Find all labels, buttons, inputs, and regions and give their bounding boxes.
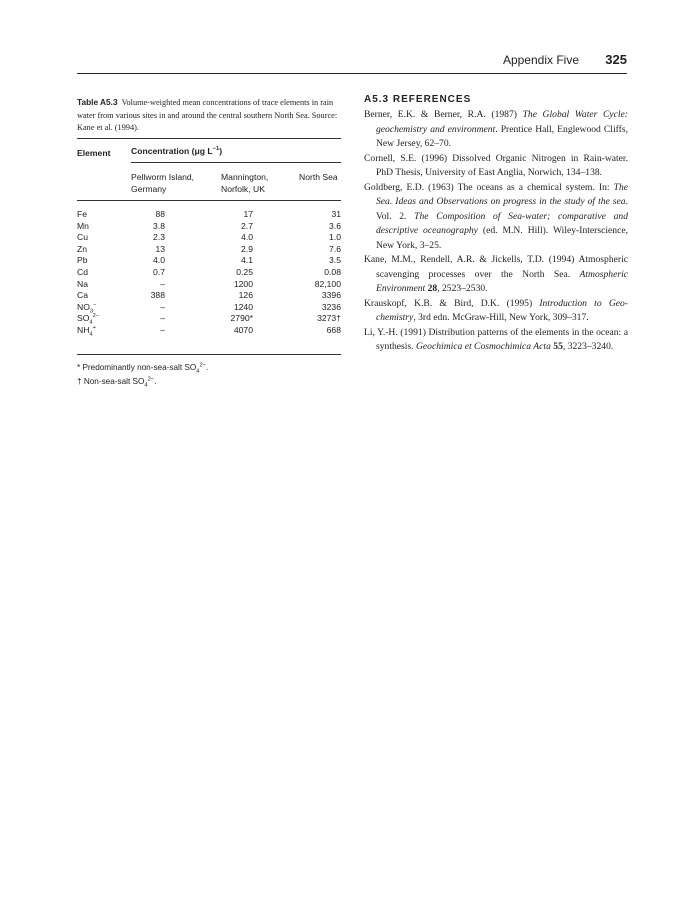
- table-bottom-rule: [77, 354, 341, 355]
- table-cell-element: [77, 209, 87, 219]
- footnote-sub: 4: [196, 368, 200, 375]
- ref-authors: Goldberg, E.D. (1963) The oceans as a chemical system. In:: [364, 181, 614, 193]
- ref-volume: 55: [553, 341, 563, 352]
- element-symbol: Cd: [77, 267, 88, 277]
- table-cell-value: 88: [155, 209, 165, 219]
- table-cell-value: 4070: [233, 325, 253, 335]
- footnote-non-sea-salt: [77, 376, 157, 389]
- col-header-concentration: [131, 146, 222, 158]
- footnote-text: † Non-sea-salt SO: [77, 377, 145, 386]
- table-cell-value: –: [160, 313, 165, 324]
- table-cell-value: 126: [238, 290, 253, 301]
- ref-authors: Cornell, S.E. (1996) Dissolved Organic Nitrogen in Rain-water. PhD Thesis, University of East Anglia, Norwich, 134–138.: [364, 152, 628, 178]
- header-rule: [77, 73, 627, 74]
- table-cell-value: 2790*: [230, 313, 253, 324]
- ref-authors: Krauskopf, K.B. & Bird, D.K. (1995): [364, 297, 540, 309]
- footnote-text: * Predominantly non-sea-salt SO: [77, 363, 197, 372]
- ref-pages: , 2523–2530.: [437, 283, 488, 294]
- table-cell-value: –: [160, 325, 165, 335]
- element-symbol: Pb: [77, 255, 88, 266]
- ref-details-2: (ed. M.N. Hill). Wiley-Interscience, New York, 3–25.: [376, 225, 628, 251]
- reference-berner: [364, 108, 628, 152]
- ref-details: . Prentice Hall, Englewood Cliffs, New Jersey, 62–70.: [376, 123, 628, 149]
- reference-goldberg: [364, 181, 628, 254]
- ref-title: The Sea. Ideas and Observations on progress in the study of the sea: [376, 181, 628, 207]
- ref-details: , 3rd edn. McGraw-Hill, New York, 309–317.: [413, 312, 589, 323]
- site-line1: Pellworm Island,: [131, 172, 195, 182]
- table-cell-value: 4.0: [241, 232, 253, 243]
- table-caption: [77, 96, 341, 135]
- table-cell-value: 3396: [321, 290, 341, 301]
- table-cell-value: 2.7: [241, 220, 253, 231]
- element-subscript: 3: [89, 308, 94, 315]
- col-header-element: Element: [77, 148, 111, 158]
- element-symbol: NH: [77, 325, 90, 335]
- element-symbol: Na: [77, 278, 88, 289]
- element-symbol: Fe: [77, 209, 88, 219]
- footnote-predominantly: [77, 362, 209, 375]
- element-symbol: NO: [77, 301, 90, 312]
- table-cell-value: 3.5: [329, 255, 341, 266]
- element-charge: 2−: [92, 313, 100, 320]
- element-charge: +: [92, 325, 97, 332]
- table-cell-value: 82,100: [314, 278, 341, 289]
- table-cell-element: [77, 279, 88, 289]
- table-cell-value: 7.6: [329, 243, 341, 254]
- table-sub-rule: [131, 162, 341, 163]
- concentration-pre: Concentration (μg L: [131, 146, 213, 156]
- table-cell-element: [77, 267, 88, 277]
- site-header-north-sea: [299, 172, 338, 184]
- element-subscript: 4: [89, 331, 93, 338]
- table-label: Table A5.3: [77, 97, 118, 107]
- table-cell-value: 3273†: [317, 313, 341, 324]
- table-cell-value: 1200: [233, 278, 253, 289]
- ref-title: The Global Water Cycle: geochemistry and environment: [376, 109, 628, 135]
- table-cell-value: –: [160, 301, 165, 312]
- footnote-end: .: [206, 363, 209, 372]
- table-cell-value: 0.08: [324, 267, 341, 277]
- ref-title: Introduction to Geo-chemistry: [376, 297, 629, 323]
- concentration-sup: −1: [212, 146, 220, 153]
- element-charge: −: [93, 301, 97, 308]
- ref-authors: Li, Y.-H. (1991) Distribution patterns of the elements in the ocean: a synthesis.: [364, 326, 628, 352]
- table-cell-value: 17: [243, 209, 253, 219]
- table-cell-value: 1.0: [329, 232, 341, 243]
- ref-subtitle: The Composition of Sea-water; comparative and descriptive oceanography: [376, 210, 629, 236]
- ref-journal: Geochimica et Cosmochimica Acta: [415, 341, 551, 352]
- table-header-rule: [77, 200, 341, 201]
- reference-li: [364, 326, 628, 355]
- element-symbol: SO: [77, 313, 90, 324]
- table-cell-value: 388: [150, 290, 165, 301]
- ref-journal: Atmospheric Environment: [376, 268, 628, 294]
- element-symbol: Zn: [77, 243, 88, 254]
- footnote-sup: 2−: [147, 376, 155, 383]
- page-number: 325: [605, 52, 627, 67]
- table-cell-value: 3.6: [329, 220, 341, 231]
- footnote-end: .: [154, 377, 157, 386]
- table-cell-value: 3236: [321, 301, 341, 312]
- element-symbol: Cu: [77, 232, 88, 243]
- table-cell-value: 4.0: [153, 255, 165, 266]
- table-cell-value: 4.1: [241, 255, 253, 266]
- table-cell-value: 2.9: [241, 243, 253, 254]
- ref-details: . Vol. 2.: [376, 196, 628, 222]
- concentration-post: ): [219, 146, 223, 156]
- table-cell-value: 668: [326, 325, 341, 335]
- site-line1: Mannington,: [221, 172, 269, 182]
- table-top-rule: [77, 138, 341, 139]
- table-cell-value: 13: [155, 243, 165, 254]
- references-heading: A5.3 REFERENCES: [364, 94, 472, 105]
- element-symbol: Mn: [77, 220, 89, 231]
- table-cell-value: 2.3: [153, 232, 165, 243]
- table-cell-value: 0.7: [153, 267, 165, 277]
- table-cell-value: 0.25: [236, 267, 253, 277]
- site-header-mannington: [221, 172, 268, 195]
- table-cell-element: [77, 313, 100, 327]
- table-a5-3: [77, 96, 341, 389]
- site-line2: Norfolk, UK: [221, 183, 265, 194]
- reference-cornell: [364, 152, 628, 181]
- running-header: [77, 52, 627, 70]
- reference-krauskopf: [364, 297, 628, 326]
- running-head-title: Appendix Five: [502, 53, 579, 67]
- table-cell-element: [77, 244, 87, 254]
- table-cell-element: [77, 325, 97, 338]
- table-cell-value: 3.8: [153, 220, 165, 231]
- element-symbol: Ca: [77, 290, 88, 301]
- table-cell-element: [77, 255, 88, 265]
- table-cell-element: [77, 290, 88, 300]
- table-cell-element: [77, 232, 88, 242]
- reference-kane: [364, 253, 628, 297]
- footnote-sup: 2−: [199, 362, 207, 369]
- table-cell-element: [77, 221, 89, 231]
- table-cell-element: [77, 301, 97, 315]
- element-subscript: 4: [89, 320, 93, 327]
- ref-authors: Kane, M.M., Rendell, A.R. & Jickells, T.D. (1994) Atmospheric scavenging processes over the North Sea.: [364, 254, 628, 280]
- table-cell-value: 31: [331, 209, 341, 219]
- site-line1: North Sea: [299, 172, 338, 182]
- table-caption-text: Volume-weighted mean concentrations of trace elements in rain water from various sites in and around the central southern North Sea. Source: Kane et al. (1994).: [77, 98, 338, 132]
- ref-pages: , 3223–3240.: [562, 341, 614, 352]
- site-header-pellworm: [131, 172, 194, 195]
- references-section: [364, 94, 628, 355]
- ref-authors: Berner, E.K. & Berner, R.A. (1987): [364, 109, 523, 120]
- footnote-sub: 4: [144, 382, 148, 389]
- site-line2: Germany: [131, 183, 167, 194]
- ref-volume: 28: [427, 283, 438, 294]
- table-cell-value: 1240: [233, 301, 253, 312]
- table-cell-value: –: [160, 278, 165, 289]
